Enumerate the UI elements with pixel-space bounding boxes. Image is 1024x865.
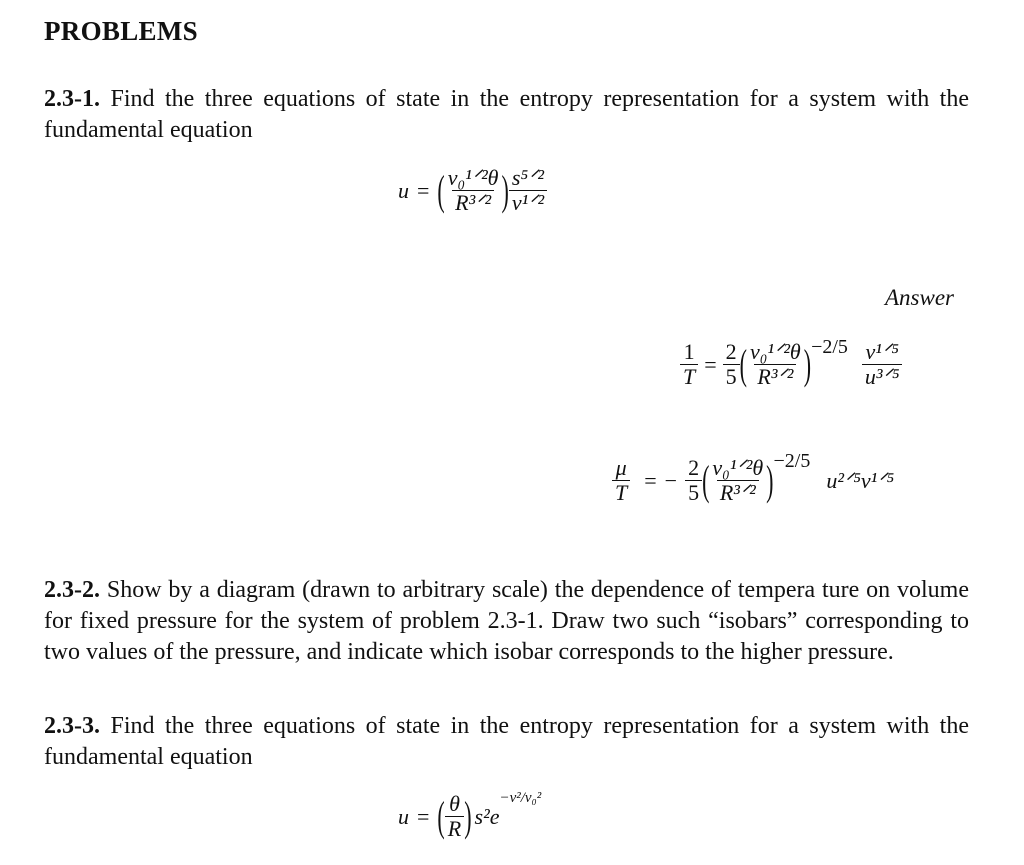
inner-fraction: [709, 456, 766, 505]
rhs-numerator: v¹ᐟ⁵: [865, 339, 899, 364]
right-paren: ): [501, 165, 509, 214]
left-paren: (: [702, 455, 710, 504]
lhs-fraction: [680, 340, 698, 389]
left-paren: (: [437, 791, 445, 840]
inner-denominator: R³ᐟ²: [717, 480, 759, 505]
exponent: −2/5: [773, 450, 811, 472]
problem-number: 2.3-3.: [44, 713, 100, 739]
inner-numerator: v₀¹ᐟ²θ: [712, 455, 764, 480]
problem-text: Show by a diagram (drawn to arbitrary scale) the dependence of tempera ture on volume for fixed pressure for the system of problem 2.3-1. Draw two such “isobars” corresponding to two values of the pressure, and indicate which isobar corresponds to the higher pressure.: [44, 577, 969, 665]
problem-text: Find the three equations of state in the entropy representation for a system with the fundamental equation: [44, 713, 969, 770]
coef-numerator: 2: [688, 455, 700, 480]
rhs-fraction: [862, 340, 903, 389]
right-paren: ): [803, 339, 812, 388]
problem-2-3-1: [44, 84, 969, 146]
eq-numerator-2: s⁵ᐟ²: [511, 165, 545, 190]
lhs-denominator: T: [680, 364, 698, 389]
eq-term: s²e: [474, 803, 500, 829]
inner-numerator: v₀¹ᐟ²θ: [750, 339, 801, 364]
rhs-denominator: u³ᐟ⁵: [862, 364, 903, 389]
problem-number: 2.3-1.: [44, 86, 100, 112]
eq-denominator: R³ᐟ²: [452, 190, 494, 215]
rhs-term: u²ᐟ⁵v¹ᐟ⁵: [826, 467, 895, 493]
minus-sign: −: [664, 467, 678, 493]
answer-equation-temperature: [680, 336, 902, 390]
problem-text: Find the three equations of state in the entropy representation for a system with the fundamental equation: [44, 86, 969, 143]
coef-fraction: [685, 456, 702, 505]
problem-2-3-2: [44, 575, 969, 668]
coef-denominator: 5: [723, 364, 740, 389]
right-paren: ): [766, 455, 774, 504]
inner-denominator: R³ᐟ²: [754, 364, 796, 389]
fundamental-equation-1: [398, 166, 547, 215]
problem-2-3-3: [44, 711, 969, 773]
answer-label: Answer: [885, 285, 954, 310]
eq-fraction: [445, 166, 502, 215]
fundamental-equation-3: [398, 792, 541, 841]
exponent: −2/5: [811, 336, 848, 358]
eq-fraction: [445, 792, 464, 841]
eq-fraction-2: [509, 166, 547, 215]
coef-denominator: 5: [685, 480, 702, 505]
eq-equals: =: [644, 467, 657, 493]
eq-numerator: θ: [449, 791, 460, 816]
page-heading: PROBLEMS: [44, 16, 198, 46]
eq-equals: =: [417, 177, 430, 203]
eq-denominator-2: v¹ᐟ²: [509, 190, 547, 215]
answer-equation-chemical-potential: [612, 450, 895, 506]
coef-fraction: [723, 340, 740, 389]
lhs-denominator: T: [612, 480, 630, 505]
eq-denominator: R: [445, 816, 464, 841]
eq-lhs: u: [398, 177, 409, 203]
left-paren: (: [437, 165, 445, 214]
eq-numerator: v₀¹ᐟ²θ: [447, 165, 499, 190]
right-paren: ): [464, 791, 472, 840]
left-paren: (: [739, 339, 747, 388]
lhs-numerator: 1: [683, 339, 695, 364]
eq-equals: =: [417, 803, 430, 829]
coef-numerator: 2: [725, 339, 737, 364]
lhs-numerator: μ: [615, 455, 627, 480]
eq-equals: =: [704, 351, 717, 377]
eq-exponent: −v²/v₀²: [499, 790, 542, 806]
lhs-fraction: [612, 456, 630, 505]
inner-fraction: [747, 340, 804, 389]
problem-number: 2.3-2.: [44, 577, 100, 603]
eq-lhs: u: [398, 803, 409, 829]
